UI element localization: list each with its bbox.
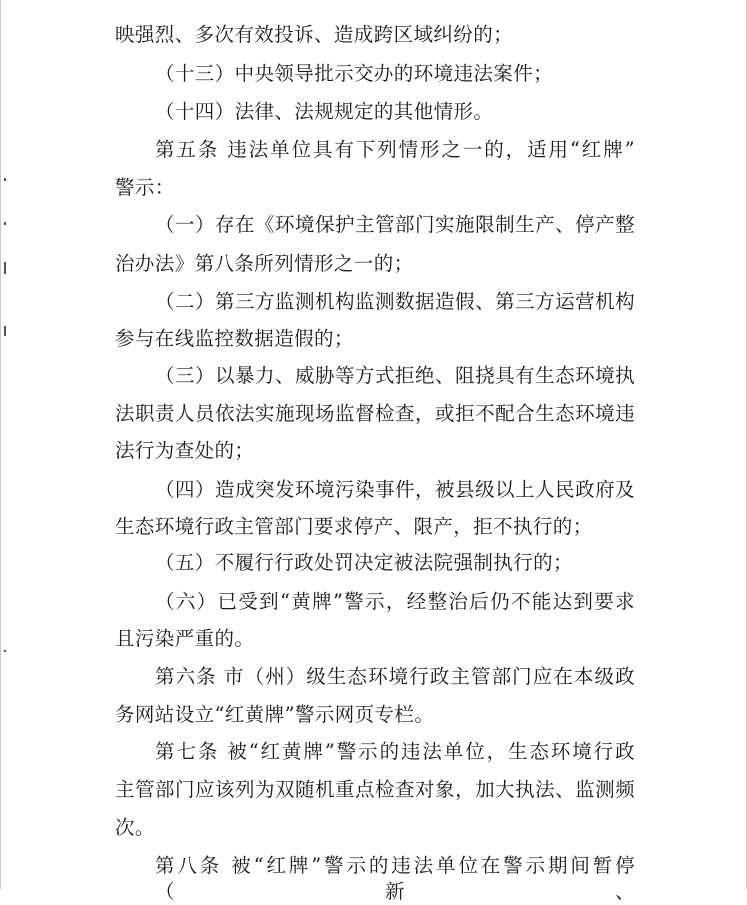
text-line: （十三）中央领导批示交办的环境违法案件； xyxy=(155,62,554,85)
text-line: （一）存在《环境保护主管部门实施限制生产、停产整 xyxy=(155,213,635,236)
text-line: 参与在线监控数据造假的； xyxy=(115,327,354,350)
text-line: （十四）法律、法规规定的其他情形。 xyxy=(155,100,494,123)
text-line: 法行为查处的； xyxy=(115,439,255,462)
text-line: （三）以暴力、威胁等方式拒绝、阻挠具有生态环境执 xyxy=(155,364,635,387)
margin-mark xyxy=(4,222,6,225)
text-line: 且污染严重的。 xyxy=(115,627,255,650)
margin-mark xyxy=(4,262,6,274)
text-line: 生态环境行政主管部门要求停产、限产，拒不执行的； xyxy=(115,515,593,538)
text-line: （六）已受到“黄牌”警示，经整治后仍不能达到要求 xyxy=(155,590,635,613)
text-line: （五）不履行行政处罚决定被法院强制执行的； xyxy=(155,551,573,574)
text-line: （二）第三方监测机构监测数据造假、第三方运营机构 xyxy=(155,290,635,313)
text-line: 映强烈、多次有效投诉、造成跨区域纠纷的； xyxy=(115,23,514,46)
text-line: 警示： xyxy=(115,176,175,199)
text-line: 治办法》第八条所列情形之一的； xyxy=(115,252,414,275)
text-line: 主管部门应该列为双随机重点检查对象，加大执法、监测频 xyxy=(115,778,635,801)
text-line: 第五条 违法单位具有下列情形之一的，适用“红牌” xyxy=(155,138,635,161)
margin-mark xyxy=(4,178,6,181)
margin-mark xyxy=(4,650,6,652)
text-line: 第六条 市（州）级生态环境行政主管部门应在本级政 xyxy=(155,665,635,688)
text-line: 务网站设立“红黄牌”警示网页专栏。 xyxy=(115,703,435,726)
text-line: （四）造成突发环境污染事件，被县级以上人民政府及 xyxy=(155,478,635,501)
text-line: 第七条 被“红黄牌”警示的违法单位，生态环境行政 xyxy=(155,740,635,763)
margin-mark xyxy=(4,326,6,336)
text-line: 次。 xyxy=(115,816,155,839)
text-line: 第八条 被“红牌”警示的违法单位在警示期间暂停（新、 xyxy=(155,854,635,903)
text-line: 法职责人员依法实施现场监督检查，或拒不配合生态环境违 xyxy=(115,402,635,425)
